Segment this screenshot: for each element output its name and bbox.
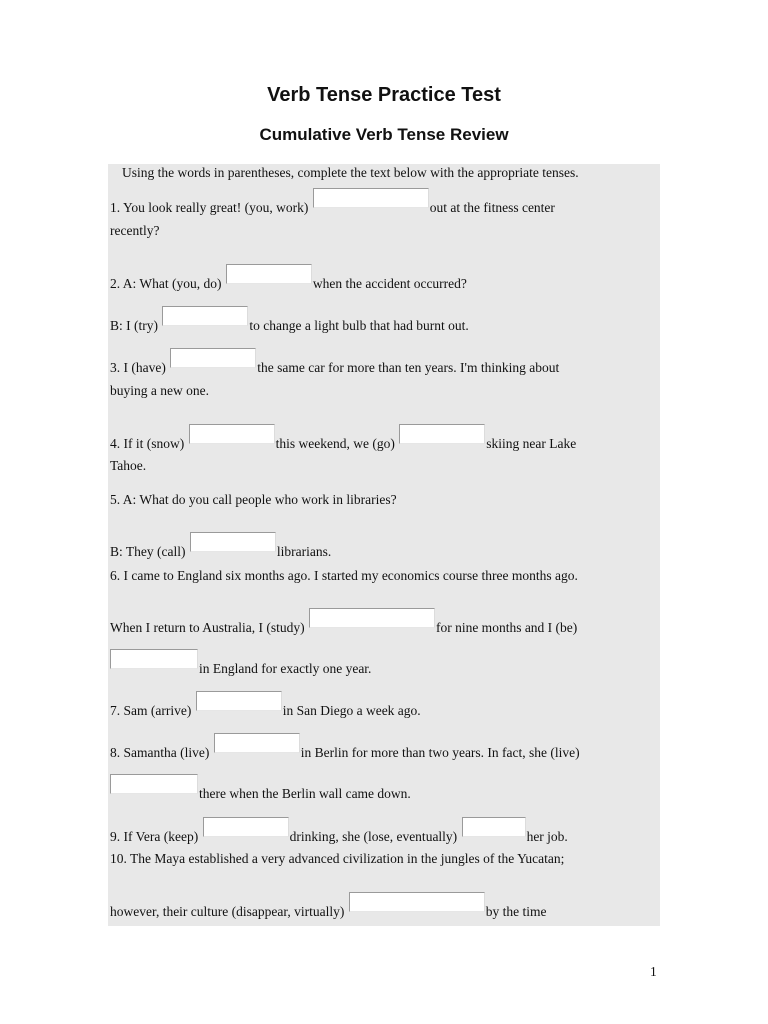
q7-text-b: in San Diego a week ago.	[282, 703, 421, 718]
q4-text-d: Tahoe.	[110, 458, 147, 473]
question-6-line-3	[110, 649, 371, 678]
q7-text-a: 7. Sam (arrive)	[110, 703, 192, 718]
page-number: 1	[650, 964, 657, 979]
question-2-line-2	[110, 306, 469, 335]
question-9-line-1	[110, 817, 568, 846]
q5-answer-field[interactable]	[190, 532, 276, 552]
question-5-line-2	[110, 532, 331, 561]
q8b-answer-field[interactable]	[110, 774, 198, 794]
q4-text-c: skiing near Lake	[486, 436, 577, 451]
q9-text-b: drinking, she (lose, eventually)	[289, 829, 458, 844]
q7-answer-field[interactable]	[196, 691, 282, 711]
q10-text-b: however, their culture (disappear, virtually)	[110, 904, 345, 919]
page-subtitle: Cumulative Verb Tense Review	[259, 125, 509, 144]
question-4-line-1	[110, 424, 576, 453]
q3-text-c: buying a new one.	[110, 383, 209, 398]
q6b-answer-field[interactable]	[110, 649, 198, 669]
q6-text-c: for nine months and I (be)	[435, 620, 578, 635]
q10-text-c: by the time	[485, 904, 547, 919]
q8-text-b: in Berlin for more than two years. In fact, she (live)	[300, 745, 580, 760]
q5-text-c: librarians.	[276, 544, 332, 559]
q10-answer-field[interactable]	[349, 892, 485, 912]
q4-text-a: 4. If it (snow)	[110, 436, 185, 451]
q3-text-b: the same car for more than ten years. I'm thinking about	[257, 360, 560, 375]
q6-text-d: in England for exactly one year.	[199, 661, 372, 676]
instructions: Using the words in parentheses, complete the text below with the appropriate tenses.	[122, 165, 579, 180]
q2b-answer-field[interactable]	[162, 306, 248, 326]
q8a-answer-field[interactable]	[214, 733, 300, 753]
question-2-line-1	[110, 264, 467, 293]
q2-text-c: B: I (try)	[110, 318, 158, 333]
q2-text-a: 2. A: What (you, do)	[110, 276, 222, 291]
q1-text-a: 1. You look really great! (you, work)	[110, 200, 309, 215]
question-6-line-2	[110, 608, 577, 637]
q4a-answer-field[interactable]	[189, 424, 275, 444]
q2-text-d: to change a light bulb that had burnt out.	[249, 318, 469, 333]
q9a-answer-field[interactable]	[203, 817, 289, 837]
question-8-line-2	[110, 774, 411, 803]
page-title: Verb Tense Practice Test	[267, 84, 501, 106]
question-3-line-1	[110, 348, 559, 377]
q9-text-c: her job.	[526, 829, 568, 844]
q8-text-a: 8. Samantha (live)	[110, 745, 210, 760]
q1-text-b: out at the fitness center	[429, 200, 555, 215]
q2-text-b: when the accident occurred?	[312, 276, 467, 291]
q10-text-a: 10. The Maya established a very advanced civilization in the jungles of the Yucatan;	[110, 851, 565, 866]
q3-text-a: 3. I (have)	[110, 360, 166, 375]
q2a-answer-field[interactable]	[226, 264, 312, 284]
q1-text-c: recently?	[110, 223, 160, 238]
q9-text-a: 9. If Vera (keep)	[110, 829, 199, 844]
q4b-answer-field[interactable]	[399, 424, 485, 444]
question-7-line-1	[110, 691, 421, 720]
q8-text-c: there when the Berlin wall came down.	[199, 786, 411, 801]
q3-answer-field[interactable]	[170, 348, 256, 368]
q5-text-b: B: They (call)	[110, 544, 186, 559]
q4-text-b: this weekend, we (go)	[275, 436, 395, 451]
q6a-answer-field[interactable]	[309, 608, 435, 628]
q5-text-a: 5. A: What do you call people who work in libraries?	[110, 492, 397, 507]
q6-text-a: 6. I came to England six months ago. I started my economics course three months ago.	[110, 568, 578, 583]
q6-text-b: When I return to Australia, I (study)	[110, 620, 305, 635]
question-1-line-1	[110, 188, 555, 217]
question-10-line-2	[110, 892, 546, 921]
question-8-line-1	[110, 733, 580, 762]
q1-answer-field[interactable]	[313, 188, 429, 208]
q9b-answer-field[interactable]	[462, 817, 526, 837]
